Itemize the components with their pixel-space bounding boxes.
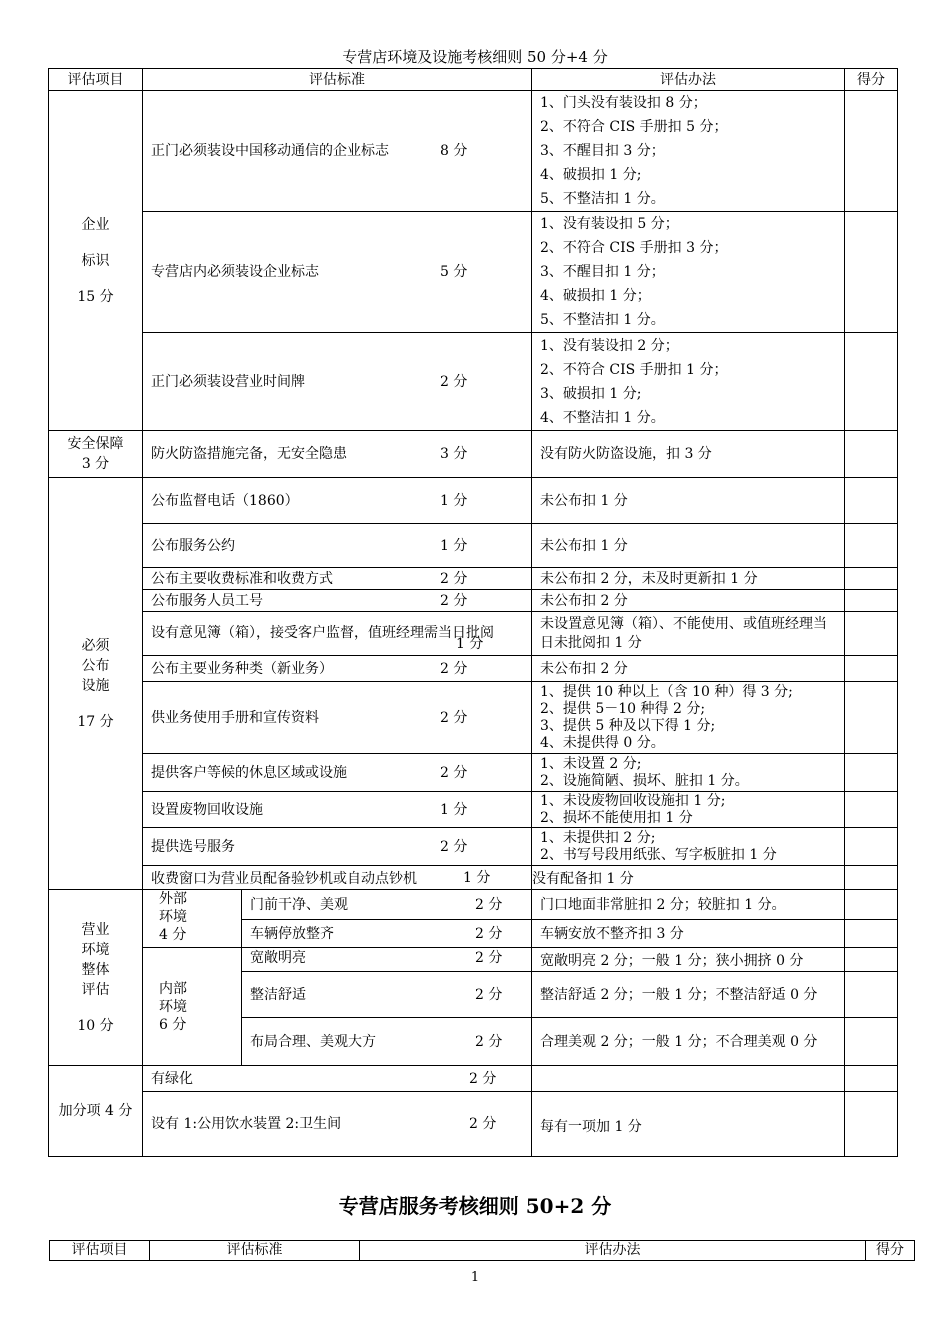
score-cell[interactable] xyxy=(845,754,898,792)
standard-text: 公布服务公约 xyxy=(151,537,235,554)
environment-facilities-table xyxy=(48,68,898,1157)
method-cell: 门口地面非常脏扣 2 分；较脏扣 1 分。 xyxy=(532,890,845,920)
score-cell[interactable] xyxy=(845,682,898,754)
method-cell: 整洁舒适 2 分；一般 1 分；不整洁舒适 0 分 xyxy=(532,972,845,1018)
score-cell[interactable] xyxy=(845,1018,898,1066)
standard-text: 设置废物回收设施 xyxy=(151,801,263,818)
standard-points: 2 分 xyxy=(440,374,468,390)
standard-text: 公布主要收费标准和收费方式 xyxy=(151,570,333,587)
standard-text: 专营店内必须装设企业标志 xyxy=(151,264,319,280)
method-line: 3、提供 5 种及以下得 1 分; xyxy=(540,717,716,734)
standard-text: 提供选号服务 xyxy=(151,838,235,855)
standard-cell xyxy=(143,91,532,212)
standard-text: 正门必须装设中国移动通信的企业标志 xyxy=(151,143,389,159)
standard-cell xyxy=(143,754,532,792)
category-spacer xyxy=(51,696,140,712)
standard-text: 公布服务人员工号 xyxy=(151,592,263,609)
score-cell[interactable] xyxy=(845,866,898,890)
method-line: 1、未设废物回收设施扣 1 分; xyxy=(540,792,726,809)
method-cell xyxy=(532,792,845,828)
header-score: 得分 xyxy=(866,1241,915,1261)
category-text: 标识 xyxy=(81,252,110,269)
method-cell xyxy=(532,754,845,792)
standard-cell xyxy=(143,682,532,754)
score-cell[interactable] xyxy=(845,212,898,333)
table-row xyxy=(49,866,898,890)
standard-text: 整洁舒适 xyxy=(250,986,306,1003)
service-table xyxy=(49,1240,915,1261)
table-row xyxy=(49,524,898,568)
method-cell: 没有配备扣 1 分 xyxy=(532,866,845,890)
method-cell: 未公布扣 2 分，未及时更新扣 1 分 xyxy=(532,568,845,590)
method-cell xyxy=(532,1066,845,1092)
standard-cell xyxy=(143,792,532,828)
standard-text: 门前干净、美观 xyxy=(250,896,348,913)
method-line: 1、没有装设扣 5 分； xyxy=(540,216,679,232)
standard-cell xyxy=(143,431,532,478)
table-row xyxy=(49,656,898,682)
category-text: 环境 xyxy=(159,909,187,925)
method-line: 4、破损扣 1 分; xyxy=(540,167,642,183)
section-title: 专营店服务考核细则 50+2 分 xyxy=(338,1194,612,1218)
table-row xyxy=(49,333,898,431)
category-spacer xyxy=(51,1000,140,1016)
standard-cell xyxy=(143,590,532,612)
standard-cell xyxy=(143,333,532,431)
table-row xyxy=(49,754,898,792)
standard-cell xyxy=(242,920,532,948)
category-text: 外部 xyxy=(159,891,187,907)
category-text: 17 分 xyxy=(77,713,114,730)
standard-text: 设有意见簿（箱），接受客户监督，值班经理需当日批阅 xyxy=(151,624,494,641)
standard-text: 防火防盗措施完备，无安全隐患 xyxy=(151,446,347,462)
method-line: 5、不整洁扣 1 分。 xyxy=(540,191,665,207)
score-cell[interactable] xyxy=(845,431,898,478)
method-cell: 未设置意见簿（箱）、不能使用、或值班经理当日未批阅扣 1 分 xyxy=(532,612,845,656)
score-cell[interactable] xyxy=(845,524,898,568)
method-cell: 未公布扣 1 分 xyxy=(532,478,845,524)
standard-cell xyxy=(143,612,532,656)
standard-points: 1 分 xyxy=(440,538,468,554)
method-cell: 宽敞明亮 2 分；一般 1 分；狭小拥挤 0 分 xyxy=(532,948,845,972)
method-cell: 没有防火防盗设施，扣 3 分 xyxy=(532,431,845,478)
standard-cell xyxy=(143,656,532,682)
standard-cell xyxy=(242,1018,532,1066)
page-title: 专营店环境及设施考核细则 50 分+4 分 xyxy=(342,48,608,66)
score-cell[interactable] xyxy=(845,1066,898,1092)
header-standard: 评估标准 xyxy=(143,69,532,91)
method-cell: 未公布扣 1 分 xyxy=(532,524,845,568)
method-line: 2、损坏不能使用扣 1 分 xyxy=(540,809,693,826)
method-line: 4、未提供得 0 分。 xyxy=(540,734,665,751)
standard-text: 公布主要业务种类（新业务） xyxy=(151,660,333,677)
header-item: 评估项目 xyxy=(49,69,143,91)
standard-text: 提供客户等候的休息区域或设施 xyxy=(151,764,347,781)
standard-text: 公布监督电话（1860） xyxy=(151,492,299,509)
method-line: 2、不符合 CIS 手册扣 1 分； xyxy=(540,361,728,378)
standard-points: 2 分 xyxy=(469,1116,497,1132)
category-text: 环境 xyxy=(81,941,110,958)
standard-points: 2 分 xyxy=(440,710,468,726)
category-bonus: 加分项 4 分 xyxy=(49,1066,143,1157)
category-text: 6 分 xyxy=(159,1016,187,1033)
standard-cell xyxy=(143,828,532,866)
table-row xyxy=(49,478,898,524)
standard-points: 1 分 xyxy=(440,802,468,818)
standard-text: 正门必须装设营业时间牌 xyxy=(151,373,305,390)
method-line: 4、不整洁扣 1 分。 xyxy=(540,409,665,426)
header-score: 得分 xyxy=(845,69,898,91)
method-cell: 车辆安放不整齐扣 3 分 xyxy=(532,920,845,948)
table-header-row xyxy=(49,69,898,91)
method-line: 2、不符合 CIS 手册扣 3 分； xyxy=(540,240,728,256)
method-cell: 未公布扣 2 分 xyxy=(532,656,845,682)
table-row xyxy=(49,792,898,828)
standard-points: 5 分 xyxy=(440,264,468,280)
method-cell xyxy=(532,333,845,431)
method-line: 2、不符合 CIS 手册扣 5 分； xyxy=(540,119,728,135)
table-row xyxy=(49,568,898,590)
score-cell[interactable] xyxy=(845,590,898,612)
category-text: 3 分 xyxy=(81,456,110,472)
standard-cell xyxy=(143,866,532,890)
category-environment xyxy=(49,890,143,1066)
method-line: 4、破损扣 1 分； xyxy=(540,288,651,304)
method-cell: 未公布扣 2 分 xyxy=(532,590,845,612)
standard-cell xyxy=(143,1092,532,1157)
standard-text: 收费窗口为营业员配备验钞机或自动点钞机 xyxy=(151,871,417,887)
method-cell: 每有一项加 1 分 xyxy=(532,1092,845,1157)
table-row xyxy=(49,682,898,754)
score-cell[interactable] xyxy=(845,1092,898,1157)
category-text: 安全保障 xyxy=(67,436,124,452)
standard-text: 车辆停放整齐 xyxy=(250,925,334,942)
category-text: 企业 xyxy=(81,216,110,233)
method-line: 1、门头没有装设扣 8 分； xyxy=(540,95,707,111)
standard-text: 设有 1:公用饮水装置 2:卫生间 xyxy=(151,1116,342,1132)
table-row xyxy=(49,948,898,972)
method-cell xyxy=(532,682,845,754)
table-row xyxy=(49,431,898,478)
category-text: 环境 xyxy=(159,998,187,1015)
standard-cell xyxy=(143,478,532,524)
method-line: 1、未设置 2 分; xyxy=(540,755,642,772)
score-cell[interactable] xyxy=(845,948,898,972)
category-text: 10 分 xyxy=(77,1017,114,1034)
method-line: 2、提供 5－10 种得 2 分; xyxy=(540,700,706,717)
standard-points: 2 分 xyxy=(440,593,468,609)
score-cell[interactable] xyxy=(845,828,898,866)
method-line: 2、书写号段用纸张、写字板脏扣 1 分 xyxy=(540,846,777,863)
score-cell[interactable] xyxy=(845,612,898,656)
category-text: 公布 xyxy=(81,657,110,674)
page-number: 1 xyxy=(470,1270,480,1285)
standard-cell xyxy=(143,568,532,590)
score-cell[interactable] xyxy=(845,972,898,1018)
category-safety xyxy=(49,431,143,478)
category-text: 4 分 xyxy=(159,927,187,943)
standard-cell xyxy=(143,1066,532,1092)
method-line: 3、不醒目扣 1 分； xyxy=(540,264,665,280)
standard-points: 2 分 xyxy=(440,661,468,677)
header-item: 评估项目 xyxy=(50,1241,150,1261)
standard-cell xyxy=(143,524,532,568)
category-logo xyxy=(49,91,143,431)
subcategory-inner xyxy=(143,948,242,1066)
method-cell xyxy=(532,91,845,212)
score-cell[interactable] xyxy=(845,656,898,682)
standard-points: 3 分 xyxy=(440,446,468,462)
standard-points: 2 分 xyxy=(469,1071,497,1087)
table-row xyxy=(49,828,898,866)
method-line: 1、提供 10 种以上（含 10 种）得 3 分; xyxy=(540,683,793,700)
table-header-row xyxy=(50,1241,915,1261)
header-method: 评估办法 xyxy=(360,1241,866,1261)
standard-points: 1 分 xyxy=(463,870,491,886)
standard-cell xyxy=(242,890,532,920)
method-cell xyxy=(532,212,845,333)
standard-points: 2 分 xyxy=(475,926,503,942)
standard-points: 2 分 xyxy=(475,950,503,966)
score-cell[interactable] xyxy=(845,91,898,212)
table-row xyxy=(49,1066,898,1092)
header-method: 评估办法 xyxy=(532,69,845,91)
category-text: 必须 xyxy=(81,637,110,654)
method-line: 3、不醒目扣 3 分； xyxy=(540,143,665,159)
category-text: 内部 xyxy=(159,980,187,997)
category-text: 营业 xyxy=(81,921,110,938)
standard-text: 有绿化 xyxy=(151,1070,193,1087)
standard-points: 2 分 xyxy=(440,571,468,587)
standard-points: 2 分 xyxy=(440,839,468,855)
standard-cell xyxy=(143,212,532,333)
score-cell[interactable] xyxy=(845,920,898,948)
category-text: 评估 xyxy=(81,981,110,998)
score-cell[interactable] xyxy=(845,792,898,828)
category-text: 设施 xyxy=(81,677,110,694)
standard-text: 供业务使用手册和宣传资料 xyxy=(151,709,319,726)
category-facilities xyxy=(49,478,143,890)
standard-text: 布局合理、美观大方 xyxy=(250,1033,376,1050)
table-row xyxy=(49,612,898,656)
score-cell[interactable] xyxy=(845,568,898,590)
method-line: 5、不整洁扣 1 分。 xyxy=(540,312,665,328)
method-line: 1、没有装设扣 2 分； xyxy=(540,337,679,354)
standard-text: 宽敞明亮 xyxy=(250,950,306,966)
table-row xyxy=(49,890,898,920)
score-cell[interactable] xyxy=(845,333,898,431)
standard-cell xyxy=(242,948,532,972)
method-cell: 合理美观 2 分；一般 1 分；不合理美观 0 分 xyxy=(532,1018,845,1066)
table-row xyxy=(49,91,898,212)
standard-points: 2 分 xyxy=(475,897,503,913)
table-row xyxy=(49,1092,898,1157)
category-text: 15 分 xyxy=(77,288,114,305)
method-line: 1、未提供扣 2 分; xyxy=(540,829,656,846)
method-line: 3、破损扣 1 分; xyxy=(540,385,642,402)
method-line: 2、设施简陋、损坏、脏扣 1 分。 xyxy=(540,772,749,789)
table-row xyxy=(49,212,898,333)
standard-points: 1 分 xyxy=(440,493,468,509)
standard-points: 8 分 xyxy=(440,143,468,159)
subcategory-outer xyxy=(143,890,242,948)
standard-points: 2 分 xyxy=(475,987,503,1003)
header-standard: 评估标准 xyxy=(150,1241,360,1261)
category-text: 整体 xyxy=(81,961,110,978)
method-cell xyxy=(532,828,845,866)
standard-points: 2 分 xyxy=(440,765,468,781)
standard-cell xyxy=(242,972,532,1018)
score-cell[interactable] xyxy=(845,478,898,524)
standard-points: 2 分 xyxy=(475,1034,503,1050)
score-cell[interactable] xyxy=(845,890,898,920)
table-row xyxy=(49,590,898,612)
standard-points: 1 分 xyxy=(456,636,484,652)
